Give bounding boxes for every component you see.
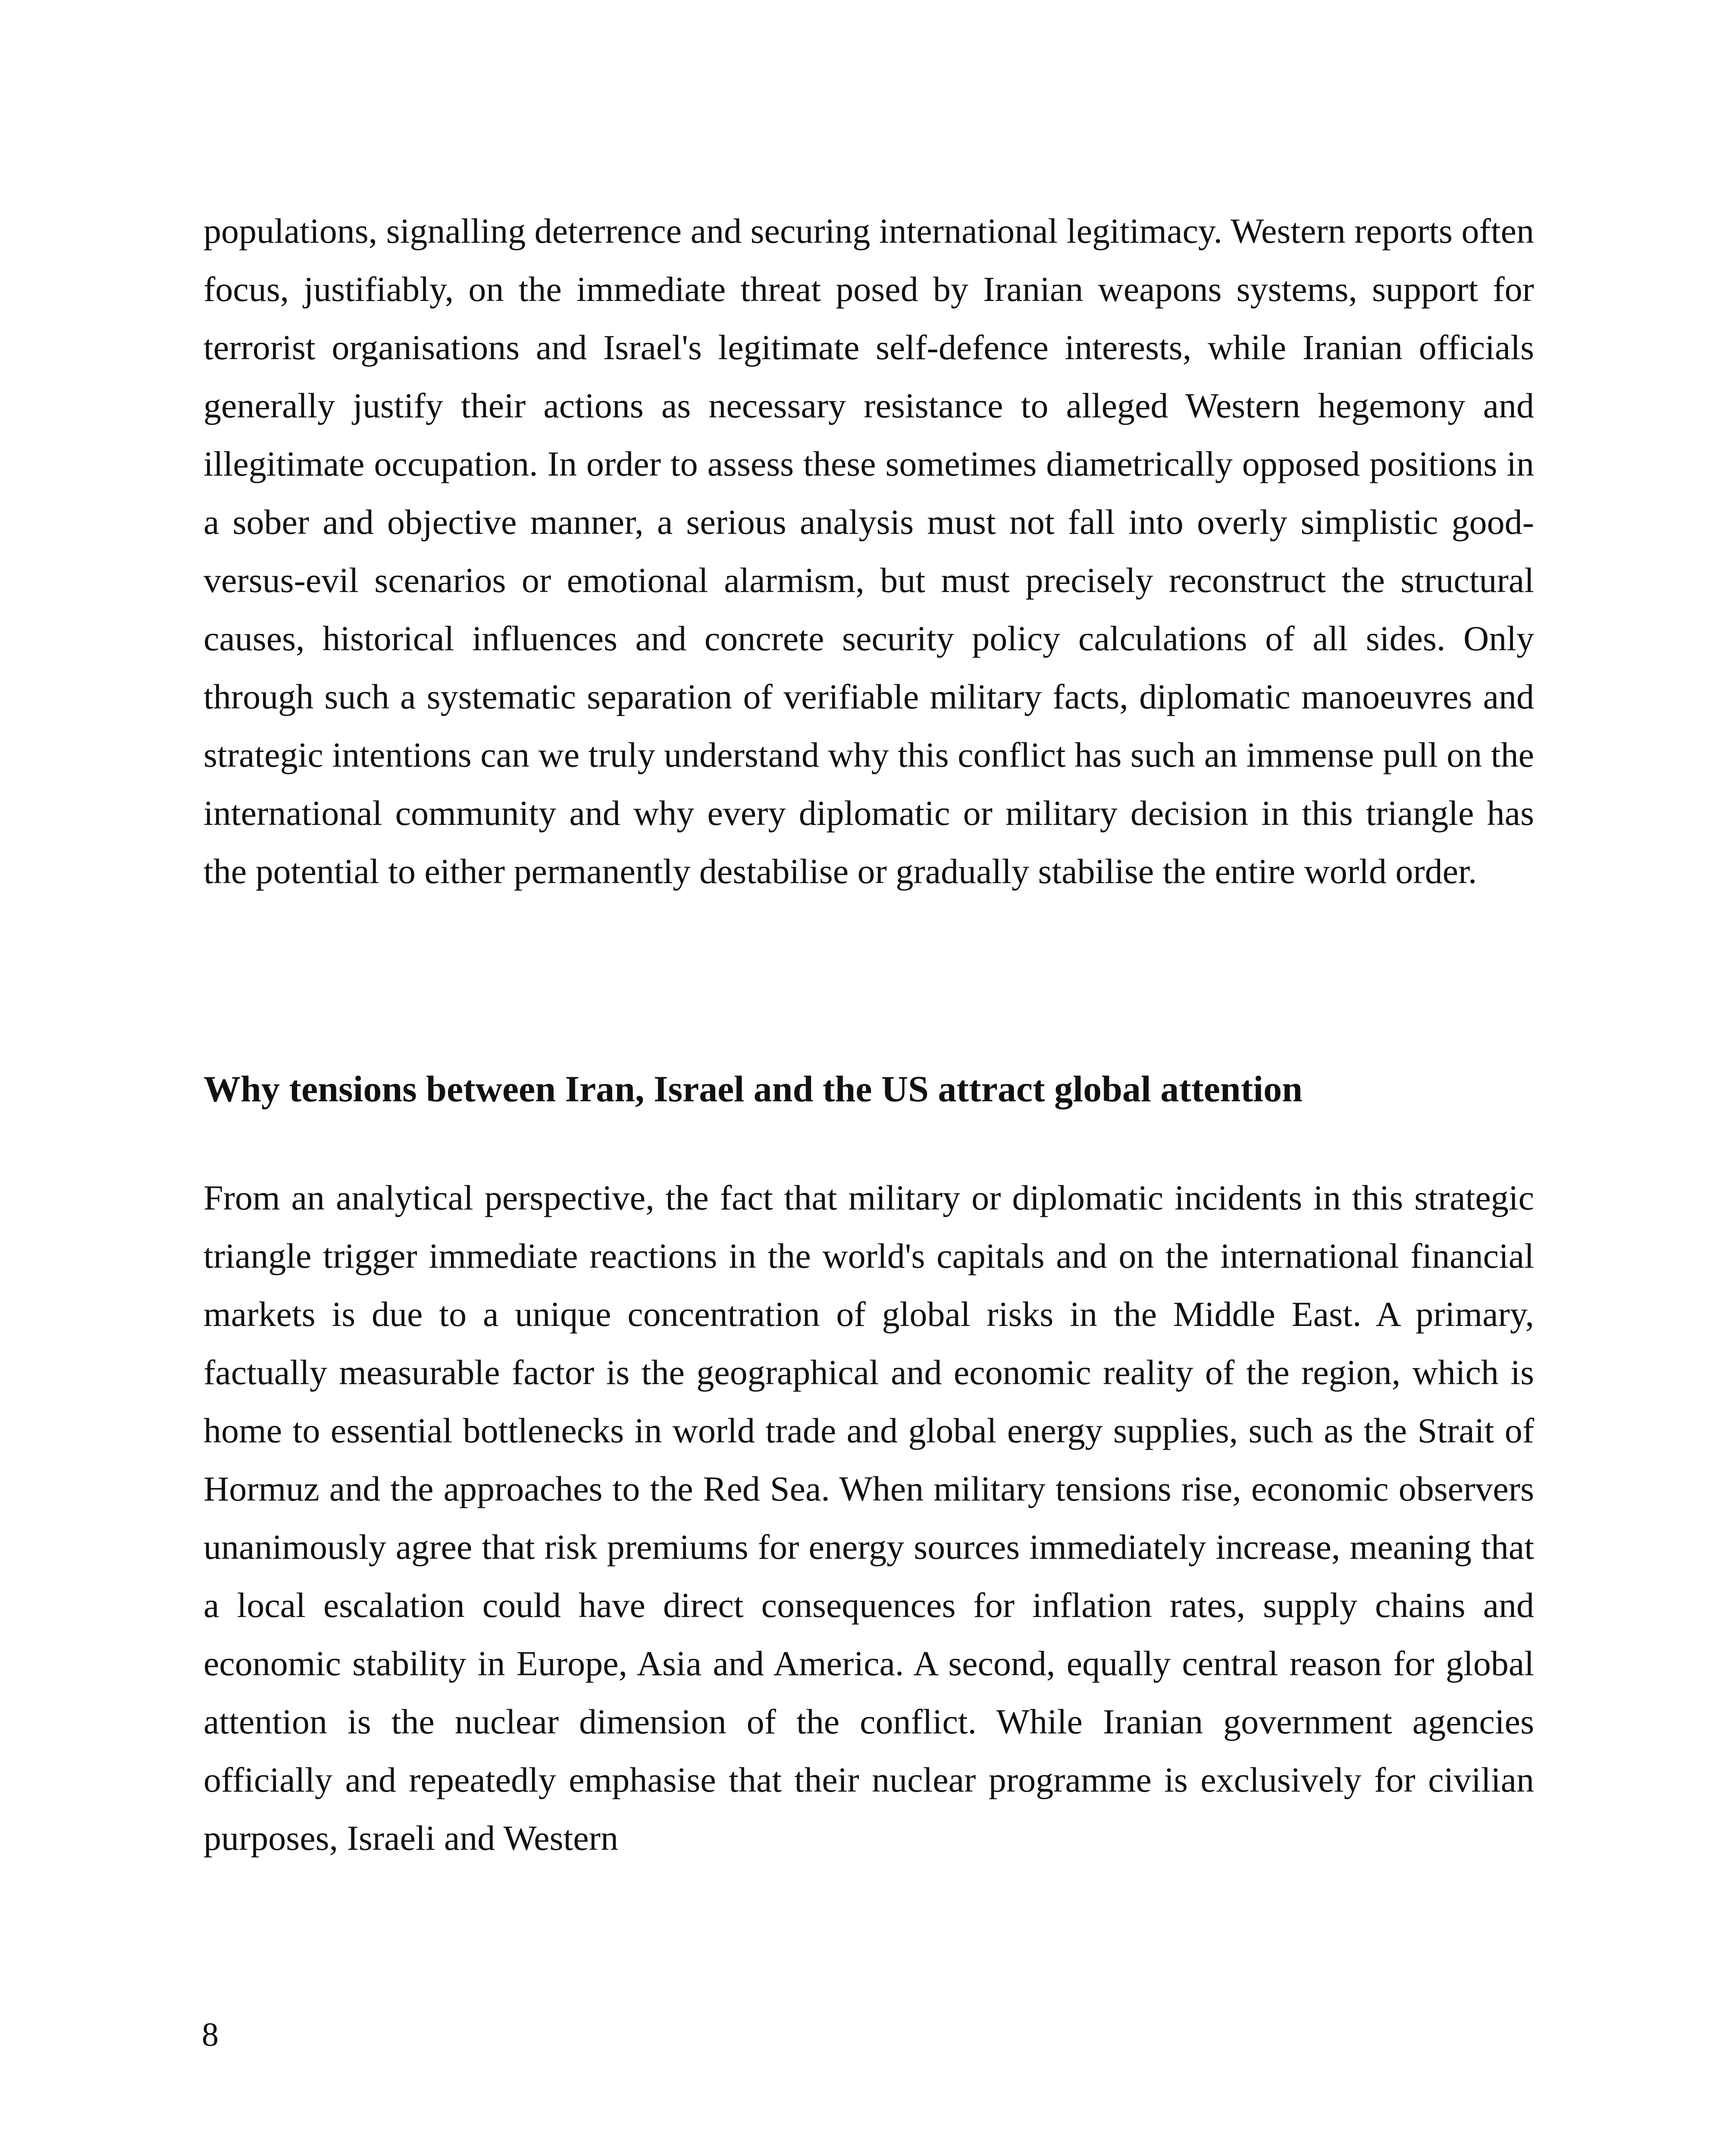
section-heading: Why tensions between Iran, Israel and the US attract global attention [204,1068,1303,1109]
page-number: 8 [202,2015,219,2053]
body-paragraph-2: From an analytical perspective, the fact that military or diplomatic incidents in this strategic triangle trigger immediate reactions in the world's capitals and on the international financial markets is due to a unique concentration of global risks in the Middle East. A primary, factually measurable factor is the geographical and economic reality of the region, which is home to essential bottlenecks in world trade and global energy supplies, such as the Strait of Hormuz and the approaches to the Red Sea. When military tensions rise, economic observers unanimously agree that risk premiums for energy sources immediately increase, meaning that a local escalation could have direct consequences for inflation rates, supply chains and economic stability in Europe, Asia and America. A second, equally central reason for global attention is the nuclear dimension of the conflict. While Iranian government agencies officially and repeatedly emphasise that their nuclear programme is exclusively for civilian purposes, Israeli and Western [204,1178,1534,1858]
body-paragraph-1: populations, signalling deterrence and securing international legitimacy. Western reports often focus, justifiably, on the immediate threat posed by Iranian weapons systems, support for terrorist organisations and Israel's legitimate self-defence interests, while Iranian officials generally justify their actions as necessary resistance to alleged Western hegemony and illegitimate occupation. In order to assess these sometimes diametrically opposed positions in a sober and objective manner, a serious analysis must not fall into overly simplistic good-versus-evil scenarios or emotional alarmism, but must precisely reconstruct the structural causes, historical influences and concrete security policy calculations of all sides. Only through such a systematic separation of verifiable military facts, diplomatic manoeuvres and strategic intentions can we truly understand why this conflict has such an immense pull on the international community and why every diplomatic or military decision in this triangle has the potential to either permanently destabilise or gradually stabilise the entire world order. [204,211,1534,891]
